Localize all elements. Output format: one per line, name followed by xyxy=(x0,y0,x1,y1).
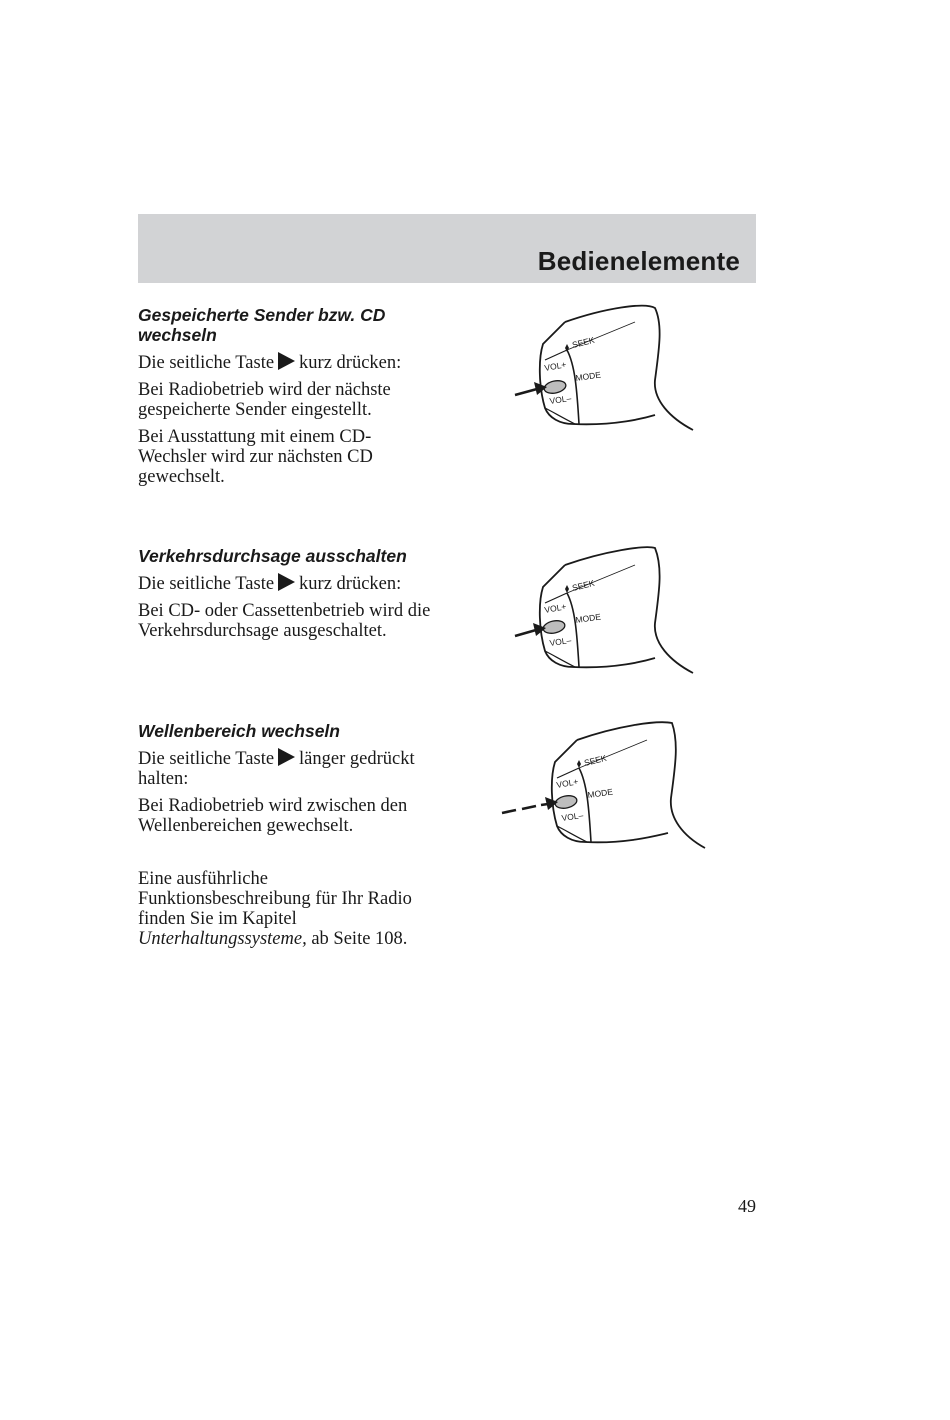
instruction-text: Die seitliche Taste xyxy=(138,353,275,373)
instruction-line xyxy=(138,352,438,373)
play-triangle-icon xyxy=(278,352,295,370)
section-preset-station xyxy=(138,305,438,494)
chapter-title: Bedienelemente xyxy=(537,246,740,276)
steering-control-diagram-3 xyxy=(500,718,710,853)
vol-minus-label: VOL– xyxy=(560,810,584,823)
mode-label: MODE xyxy=(586,786,614,800)
play-triangle-icon xyxy=(278,573,295,591)
paragraph: Bei CD- oder Cassettenbetrieb wird die Verkehrsdurchsage ausgeschaltet. xyxy=(138,601,431,641)
closing-paragraph xyxy=(138,869,438,949)
section-traffic-announcement xyxy=(138,546,438,648)
paragraph: Bei Ausstattung mit einem CD-Wechsler wird zur nächsten CD gewechselt. xyxy=(138,427,373,487)
seek-arrow-icon xyxy=(577,760,581,768)
closing-text: ab Seite 108. xyxy=(311,929,408,949)
closing-text: Eine ausführliche Funktionsbeschreibung für Ihr Radio finden Sie im Kapitel xyxy=(138,869,412,929)
steering-control-diagram-1 xyxy=(505,300,705,435)
paragraph: Bei Radiobetrieb wird zwischen den Wellenbereichen gewechselt. xyxy=(138,796,408,836)
vol-plus-label: VOL+ xyxy=(555,776,579,790)
mode-label: MODE xyxy=(574,611,602,625)
section-heading: Wellenbereich wechseln xyxy=(138,721,340,741)
vol-plus-label: VOL+ xyxy=(543,601,567,615)
mode-label: MODE xyxy=(574,369,602,383)
section-heading: Gespeicherte Sender bzw. CD wechseln xyxy=(138,305,386,345)
paragraph: Bei Radiobetrieb wird der nächste gespeicherte Sender eingestellt. xyxy=(138,380,391,420)
instruction-text: Die seitliche Taste xyxy=(138,574,275,594)
section-waveband xyxy=(138,721,438,843)
closing-note xyxy=(138,869,438,956)
seek-label: SEEK xyxy=(571,334,596,350)
instruction-line xyxy=(138,573,438,594)
instruction-text: kurz drücken: xyxy=(299,574,402,594)
chapter-header xyxy=(138,214,756,283)
seek-arrow-icon xyxy=(565,585,569,593)
chapter-reference: Unterhaltungssysteme, xyxy=(138,929,307,949)
play-triangle-icon xyxy=(278,748,295,766)
vol-plus-label: VOL+ xyxy=(543,359,567,373)
instruction-text: kurz drücken: xyxy=(299,353,402,373)
seek-label: SEEK xyxy=(571,577,596,593)
seek-label: SEEK xyxy=(583,752,608,768)
page-number: 49 xyxy=(738,1196,756,1216)
vol-minus-label: VOL– xyxy=(548,635,572,648)
instruction-text: Die seitliche Taste xyxy=(138,749,275,769)
vol-minus-label: VOL– xyxy=(548,393,572,406)
section-heading: Verkehrsdurchsage ausschalten xyxy=(138,546,407,566)
steering-control-diagram-2 xyxy=(505,543,705,678)
instruction-text: länger gedrückt halten: xyxy=(138,749,415,789)
instruction-line xyxy=(138,748,438,789)
